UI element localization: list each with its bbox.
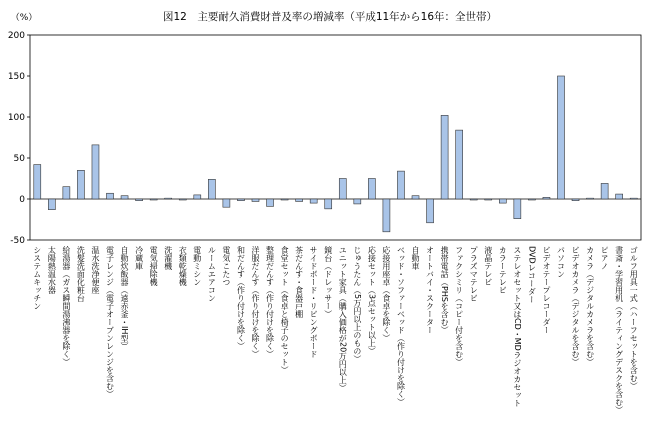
bar (223, 199, 230, 207)
bar (237, 199, 244, 201)
category-label: 電子レンジ（電子オーブンレンジを含む） (105, 246, 115, 398)
category-label: 書斎・学習用机（ライティングデスクを含む） (614, 246, 624, 414)
category-labels (33, 245, 638, 414)
category-label: 電気掃除機 (149, 246, 159, 286)
category-label: ベッド・ソファーベッド（作り付けを除く） (396, 246, 406, 406)
bar (354, 199, 361, 204)
category-label: 液晶テレビ (483, 246, 493, 286)
bar (296, 199, 303, 201)
bar (179, 199, 186, 200)
category-label: ユニット家具（購入価格が20万円以上） (338, 246, 348, 393)
bar (368, 179, 375, 200)
category-label: じゅうたん（5万円以上のもの） (352, 246, 362, 364)
bar (252, 199, 259, 201)
category-label: 洗濯機 (163, 246, 173, 270)
bar (165, 198, 172, 199)
y-tick-label: 50 (13, 154, 25, 164)
category-label: 洋服だんす（作り付けを除く） (250, 246, 260, 358)
bar (150, 199, 157, 200)
category-label: パソコン (556, 246, 566, 278)
category-label: サイドボード・リビングボード (309, 246, 319, 358)
category-label: 鏡台（ドレッサー） (323, 246, 333, 318)
category-label: 茶だんす・食器戸棚 (294, 246, 304, 318)
category-label: DVDレコーダー (527, 246, 537, 304)
plot-border (30, 35, 641, 240)
bar (92, 145, 99, 199)
bar (63, 187, 70, 199)
bar (121, 196, 128, 199)
category-label: 給湯器（ガス瞬間湯沸器を除く） (61, 246, 71, 366)
bar (441, 115, 448, 199)
category-label: 自動炊飯器（遠赤釜・IH型） (120, 246, 130, 351)
category-label: 電気こたつ (221, 246, 231, 286)
y-tick-label: 200 (7, 31, 25, 41)
bar (427, 199, 434, 223)
bars (34, 76, 637, 232)
y-tick-label: 0 (19, 195, 25, 205)
plot-frame (30, 35, 641, 240)
bar (456, 130, 463, 199)
bar (601, 183, 608, 199)
category-label: 応接用座卓（食卓を除く） (381, 246, 391, 342)
category-label: 衣類乾燥機 (178, 246, 188, 286)
category-label: 温水洗浄便座 (90, 246, 100, 294)
category-label: ファクシミリ（コピー付を含む） (454, 246, 464, 366)
category-label: ビデオテープレコーダー (541, 246, 551, 334)
bar (107, 193, 114, 199)
category-label: 洗髪洗面化粧台 (76, 246, 86, 302)
category-label: 応接セット（3点セット以上） (367, 246, 377, 356)
bar (572, 199, 579, 201)
bar (281, 199, 288, 200)
category-label: ピアノ (600, 246, 610, 270)
y-axis-label: （%） (10, 13, 38, 23)
category-label: 食堂セット（食卓と椅子のセット） (280, 246, 290, 374)
category-label: 電動ミシン (192, 246, 202, 286)
bar (208, 179, 215, 199)
y-axis (8, 31, 30, 246)
bar (77, 170, 84, 199)
category-label: プラズマテレビ (469, 246, 479, 302)
y-tick-label: 100 (7, 113, 25, 123)
bar (528, 199, 535, 200)
bar (485, 199, 492, 200)
bar (412, 196, 419, 199)
category-label: カメラ（デジタルカメラを含む） (585, 246, 595, 366)
bar (557, 76, 564, 199)
bar (616, 194, 623, 199)
category-label: 携帯電話（PHSを含む） (440, 246, 450, 334)
bar (325, 199, 332, 209)
bar (397, 171, 404, 199)
y-tick-label: -50 (10, 236, 25, 246)
category-label: カラーテレビ (498, 246, 508, 294)
category-label: 冷蔵庫 (134, 246, 144, 270)
bar (194, 195, 201, 199)
category-label: 太陽熱温水器 (47, 246, 57, 294)
category-label: ゴルフ用具一式（ハーフセットを含む） (629, 246, 639, 390)
bar (383, 199, 390, 232)
bar (514, 199, 521, 219)
category-label: 自動車 (411, 246, 421, 270)
bar (587, 198, 594, 199)
bar (499, 199, 506, 203)
y-tick-label: 150 (7, 72, 25, 82)
bar (267, 199, 274, 206)
bar (310, 199, 317, 203)
bar (136, 199, 143, 201)
bar (630, 198, 637, 199)
category-label: 和だんす（作り付けを除く） (236, 246, 246, 350)
category-label: ルームエアコン (207, 246, 217, 302)
chart-title: 図12 主要耐久消費財普及率の増減率（平成11年から16年：全世帯） (162, 11, 498, 23)
bar (470, 199, 477, 200)
category-label: オートバイ・スクーター (425, 246, 435, 334)
bar (48, 199, 55, 210)
category-label: ビデオカメラ（デジタルを含む） (571, 246, 581, 366)
bar (34, 165, 41, 199)
category-label: システムキッチン (32, 246, 42, 310)
category-label: ステレオセット又はCD・MDラジオカセット (512, 246, 522, 407)
category-label: 整理だんす（作り付けを除く） (265, 246, 275, 358)
bar (543, 197, 550, 199)
bar (339, 179, 346, 200)
